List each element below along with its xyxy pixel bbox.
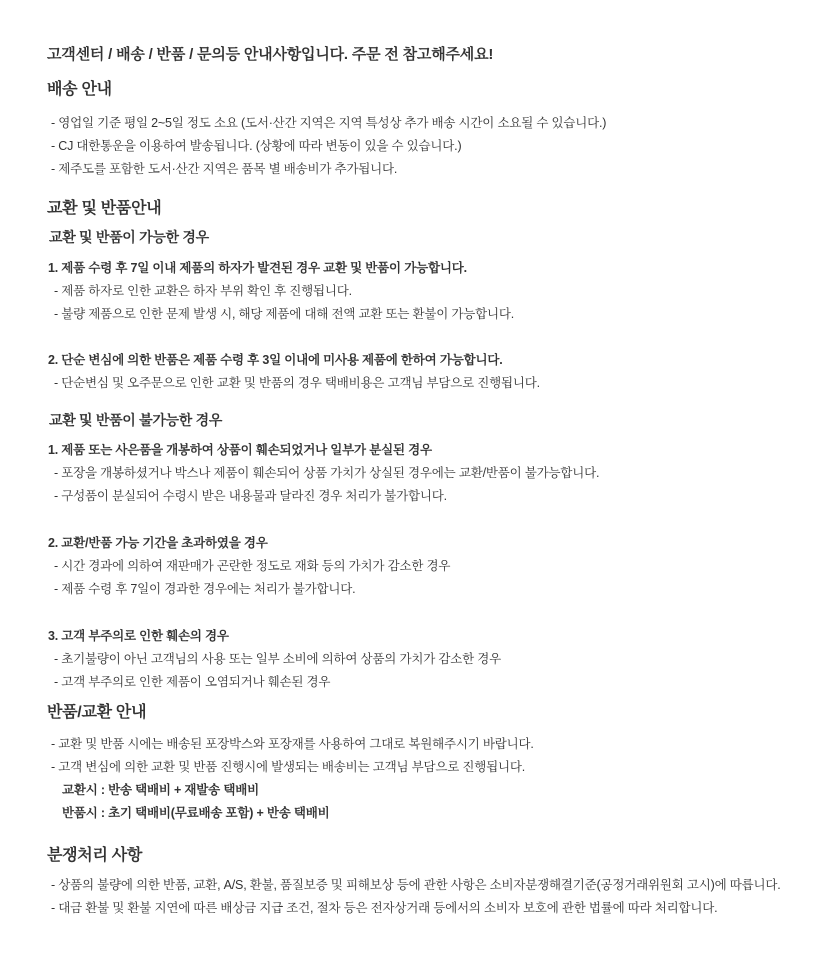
policy-group-title: 2. 단순 변심에 의한 반품은 제품 수령 후 3일 이내에 미사용 제품에 한하여 가능합니다. (48, 353, 503, 367)
policy-bullet: - 단순변심 및 오주문으로 인한 교환 및 반품의 경우 택배비용은 고객님 부담으로 진행됩니다. (54, 376, 540, 390)
policy-bullet: - 제품 수령 후 7일이 경과한 경우에는 처리가 불가합니다. (54, 582, 356, 596)
return-possible-subheading: 교환 및 반품이 가능한 경우 (49, 229, 209, 245)
guide-bullet: - 고객 변심에 의한 교환 및 반품 진행시에 발생되는 배송비는 고객님 부담으로 진행됩니다. (51, 760, 526, 774)
section-return-exchange-guide (47, 703, 821, 825)
dispute-heading: 분쟁처리 사항 (47, 847, 143, 864)
shipping-heading: 배송 안내 (47, 81, 112, 98)
exchange-cost-line: 교환시 : 반송 택배비 + 재발송 택배비 (62, 783, 259, 797)
policy-group-title: 3. 고객 부주의로 인한 훼손의 경우 (48, 629, 229, 643)
dispute-bullet: - 대금 환불 및 환불 지연에 따른 배상금 지급 조건, 절차 등은 전자상거래 등에서의 소비자 보호에 관한 법률에 따라 처리합니다. (51, 901, 718, 915)
section-dispute (47, 846, 821, 920)
policy-group-title: 2. 교환/반품 가능 기간을 초과하였을 경우 (48, 536, 268, 550)
policy-group (47, 532, 821, 601)
return-exchange-guide-heading: 반품/교환 안내 (47, 704, 147, 721)
policy-bullet: - 시간 경과에 의하여 재판매가 곤란한 정도로 재화 등의 가치가 감소한 경우 (54, 559, 451, 573)
dispute-bullet: - 상품의 불량에 의한 반품, 교환, A/S, 환불, 품질보증 및 피해보상 등에 관한 사항은 소비자분쟁해결기준(공정거래위원회 고시)에 따릅니다. (51, 878, 781, 892)
shipping-bullet: - 영업일 기준 평일 2~5일 정도 소요 (도서·산간 지역은 지역 특성상 추가 배송 시간이 소요될 수 있습니다.) (51, 116, 607, 130)
section-exchange-return (47, 199, 821, 694)
shipping-bullet: - 제주도를 포함한 도서·산간 지역은 품목 별 배송비가 추가됩니다. (51, 162, 398, 176)
policy-bullet: - 불량 제품으로 인한 문제 발생 시, 해당 제품에 대해 전액 교환 또는 환불이 가능합니다. (54, 307, 515, 321)
return-impossible-subheading: 교환 및 반품이 불가능한 경우 (49, 412, 223, 428)
guide-bullet: - 교환 및 반품 시에는 배송된 포장박스와 포장재를 사용하여 그대로 복원해주시기 바랍니다. (51, 737, 534, 751)
policy-bullet: - 포장을 개봉하셨거나 박스나 제품이 훼손되어 상품 가치가 상실된 경우에는 교환/반품이 불가능합니다. (54, 466, 600, 480)
subsection-return-impossible (47, 412, 821, 694)
shipping-bullet-list (47, 112, 821, 181)
dispute-bullet-list (47, 874, 821, 920)
policy-bullet: - 고객 부주의로 인한 제품이 오염되거나 훼손된 경우 (54, 675, 331, 689)
policy-group-title: 1. 제품 수령 후 7일 이내 제품의 하자가 발견된 경우 교환 및 반품이 가능합니다. (48, 261, 467, 275)
policy-group (47, 439, 821, 508)
policy-group-title: 1. 제품 또는 사은품을 개봉하여 상품이 훼손되었거나 일부가 분실된 경우 (48, 443, 432, 457)
shipping-bullet: - CJ 대한통운을 이용하여 발송됩니다. (상황에 따라 변동이 있을 수 있습니다.) (51, 139, 462, 153)
policy-group (47, 625, 821, 694)
return-cost-line: 반품시 : 초기 택배비(무료배송 포함) + 반송 택배비 (62, 806, 330, 820)
subsection-return-possible (47, 229, 821, 395)
policy-group (47, 349, 821, 395)
policy-bullet: - 초기불량이 아닌 고객님의 사용 또는 일부 소비에 의하여 상품의 가치가 감소한 경우 (54, 652, 501, 666)
return-exchange-guide-list (47, 733, 821, 825)
section-shipping (47, 80, 821, 181)
policy-group (47, 257, 821, 326)
policy-bullet: - 구성품이 분실되어 수령시 받은 내용물과 달라진 경우 처리가 불가합니다. (54, 489, 447, 503)
page-title: 고객센터 / 배송 / 반품 / 문의등 안내사항입니다. 주문 전 참고해주세요! (47, 46, 494, 63)
policy-bullet: - 제품 하자로 인한 교환은 하자 부위 확인 후 진행됩니다. (54, 284, 352, 298)
exchange-return-heading: 교환 및 반품안내 (47, 200, 162, 217)
